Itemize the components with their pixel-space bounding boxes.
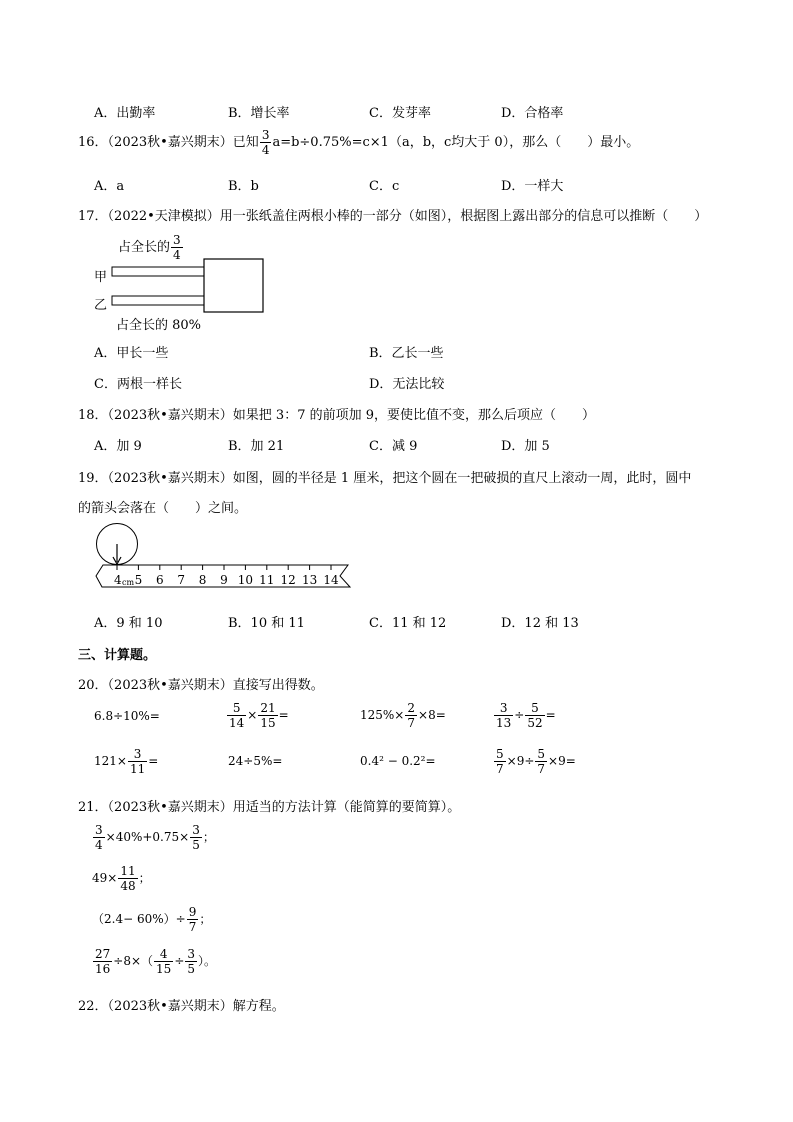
q21-r2-frac <box>118 865 137 892</box>
den: 15 <box>260 716 276 730</box>
eq: = <box>278 708 289 722</box>
q20-e2-frac1 <box>227 702 246 729</box>
pre: 125%× <box>360 708 405 722</box>
ruler-tick-label: 6 <box>155 573 164 587</box>
q15-option-b: B．增长率 <box>228 106 290 121</box>
num: 3 <box>494 702 513 716</box>
q16-frac-num: 3 <box>261 128 270 142</box>
eq: = <box>545 708 556 722</box>
q15-option-c: C．发芽率 <box>369 106 431 121</box>
q18-option-d: D．加 5 <box>501 439 550 454</box>
end: ）。 <box>198 954 217 968</box>
num: 5 <box>496 747 504 761</box>
q16-expression: a=b÷0.75%=c×1（a，b，c均大于 0），那么（ ）最小。 <box>272 135 640 150</box>
q20-e8-frac1 <box>494 748 506 775</box>
q21-r1-frac1 <box>93 824 105 851</box>
post: ×8= <box>418 708 446 722</box>
q19-ruler-figure <box>90 523 360 603</box>
q19-option-a: A．9 和 10 <box>94 616 163 631</box>
q20-expr-1: 6.8÷10%= <box>94 709 160 723</box>
den: 16 <box>95 962 111 976</box>
q16-frac-den: 4 <box>261 143 270 157</box>
eq: = <box>148 754 159 768</box>
q19-ruler-unit: cm <box>122 578 135 587</box>
q15-option-a: A．出勤率 <box>94 106 156 121</box>
q17-option-d: D．无法比较 <box>369 377 445 392</box>
q20-expr-8 <box>493 748 576 775</box>
ruler-tick-label: 13 <box>301 573 318 587</box>
den: 7 <box>537 762 546 776</box>
mid: ×40%+0.75× <box>105 830 190 844</box>
q19-stem-line1: 19．（2023秋•嘉兴期末）如图，圆的半径是 1 厘米，把这个圆在一把破损的直尺上滚动一周，此时，圆中 <box>78 471 692 486</box>
q17-stick-jia <box>112 267 208 276</box>
q16-option-b: B．b <box>228 179 259 194</box>
q21-r1-frac2 <box>190 824 202 851</box>
den: 4 <box>95 838 103 852</box>
num: 3 <box>95 823 103 837</box>
num: 2 <box>407 701 416 715</box>
mid: ÷8×（ <box>113 954 154 968</box>
q17-stem: 17．（2022•天津模拟）用一张纸盖住两根小棒的一部分（如图），根据图上露出部分的信息可以推断（ ） <box>78 209 708 224</box>
pre: 49× <box>92 871 118 885</box>
num: 3 <box>128 748 147 762</box>
q17-fig-yi: 乙 <box>94 298 108 313</box>
q17-fig-jia: 甲 <box>94 270 108 285</box>
end: ； <box>199 912 212 926</box>
op: × <box>247 708 258 722</box>
den: 7 <box>496 762 504 776</box>
q20-stem: 20．（2023秋•嘉兴期末）直接写出得数。 <box>78 678 324 693</box>
mid: ×9÷ <box>506 754 535 768</box>
pre: （2.4− 60%）÷ <box>92 912 186 926</box>
q17-fig-top-num: 3 <box>173 233 181 247</box>
q20-e4-frac1 <box>494 702 513 729</box>
q18-stem: 18．（2023秋•嘉兴期末）如果把 3：7 的前项加 9，要使比值不变，那么后项应（ ） <box>78 408 596 423</box>
q17-stick-yi <box>112 296 208 305</box>
den: 52 <box>527 716 543 730</box>
q20-expr-5 <box>94 748 158 775</box>
q19-option-c: C．11 和 12 <box>369 616 447 631</box>
ruler-tick-label: 5 <box>134 573 143 587</box>
num: 5 <box>525 702 544 716</box>
q20-e8-frac2 <box>535 748 547 775</box>
den: 5 <box>187 962 196 976</box>
q21-r4-frac2 <box>154 948 173 975</box>
q21-expr-1 <box>92 824 215 851</box>
q16-option-c: C．c <box>369 179 400 194</box>
q16-number: 16． <box>78 135 108 150</box>
den: 13 <box>496 716 512 730</box>
ruler-tick-label: 10 <box>237 573 254 587</box>
q20-expr-2 <box>226 702 289 729</box>
q20-e4-frac2 <box>525 702 544 729</box>
num: 5 <box>537 747 546 761</box>
q17-option-a: A．甲长一些 <box>94 346 169 361</box>
q18-option-a: A．加 9 <box>94 439 142 454</box>
num: 3 <box>187 947 196 961</box>
q20-expr-3 <box>360 702 446 729</box>
q16-option-d: D．一样大 <box>501 179 564 194</box>
num: 27 <box>95 947 111 961</box>
ruler-tick-label: 8 <box>198 573 207 587</box>
q20-expr-6: 24÷5%= <box>228 754 283 768</box>
ruler-tick-label: 11 <box>259 573 275 587</box>
ruler-tick-label: 12 <box>280 573 296 587</box>
den: 14 <box>229 716 245 730</box>
q17-option-c: C．两根一样长 <box>94 377 182 392</box>
q17-fig-top-text: 占全长的 <box>118 240 171 255</box>
ruler-tick-label: 9 <box>220 573 228 587</box>
den: 7 <box>407 716 416 730</box>
q16-source: （2023秋•嘉兴期末）已知 <box>107 135 259 150</box>
q19-option-d: D．12 和 13 <box>501 616 579 631</box>
den: 48 <box>120 879 136 893</box>
q19-stem-line2: 的箭头会落在（ ）之间。 <box>78 501 248 516</box>
q21-expr-4 <box>92 948 216 975</box>
den: 5 <box>192 838 200 852</box>
q20-e3-frac <box>405 702 417 729</box>
q17-option-b: B．乙长一些 <box>369 346 444 361</box>
q17-figure <box>108 255 268 315</box>
q16-fraction <box>260 129 272 156</box>
q16-option-a: A．a <box>94 179 125 194</box>
num: 4 <box>154 948 173 962</box>
den: 11 <box>129 762 146 776</box>
q21-expr-2 <box>92 865 151 892</box>
num: 3 <box>192 823 200 837</box>
section-title: 三、计算题。 <box>78 648 157 663</box>
q21-r3-frac <box>187 906 199 933</box>
q18-option-c: C．减 9 <box>369 439 418 454</box>
num: 9 <box>188 905 197 919</box>
q17-fig-top-den: 4 <box>173 248 181 262</box>
op: ÷ <box>514 708 525 722</box>
q17-paper-cover <box>204 259 263 312</box>
end: ； <box>138 871 151 885</box>
q20-e2-frac2 <box>258 702 277 729</box>
q19-option-b: B．10 和 11 <box>228 616 305 631</box>
q21-r4-frac1 <box>93 948 112 975</box>
num: 5 <box>227 702 246 716</box>
q20-e5-frac <box>128 748 147 775</box>
post: ×9= <box>548 754 576 768</box>
q19-ruler-first: 4 <box>114 573 122 587</box>
q16-stem <box>78 129 639 156</box>
q15-option-d: D．合格率 <box>501 106 564 121</box>
q21-r4-frac3 <box>185 948 197 975</box>
num: 11 <box>120 864 136 878</box>
pre: 121× <box>94 754 127 768</box>
op: ÷ <box>174 954 185 968</box>
q18-option-b: B．加 21 <box>228 439 285 454</box>
end: ； <box>202 830 215 844</box>
den: 7 <box>188 920 197 934</box>
q21-stem: 21．（2023秋•嘉兴期末）用适当的方法计算（能简算的要简算）。 <box>78 800 461 815</box>
q21-expr-3 <box>92 906 211 933</box>
ruler-tick-label: 7 <box>177 573 186 587</box>
num: 21 <box>260 701 276 715</box>
ruler-tick-label: 14 <box>323 573 339 587</box>
den: 15 <box>156 962 172 976</box>
q22-stem: 22．（2023秋•嘉兴期末）解方程。 <box>78 999 285 1014</box>
q20-expr-4 <box>493 702 556 729</box>
q17-fig-bottom-label: 占全长的 80% <box>116 318 202 333</box>
q20-expr-7: 0.4² − 0.2²= <box>360 754 436 768</box>
